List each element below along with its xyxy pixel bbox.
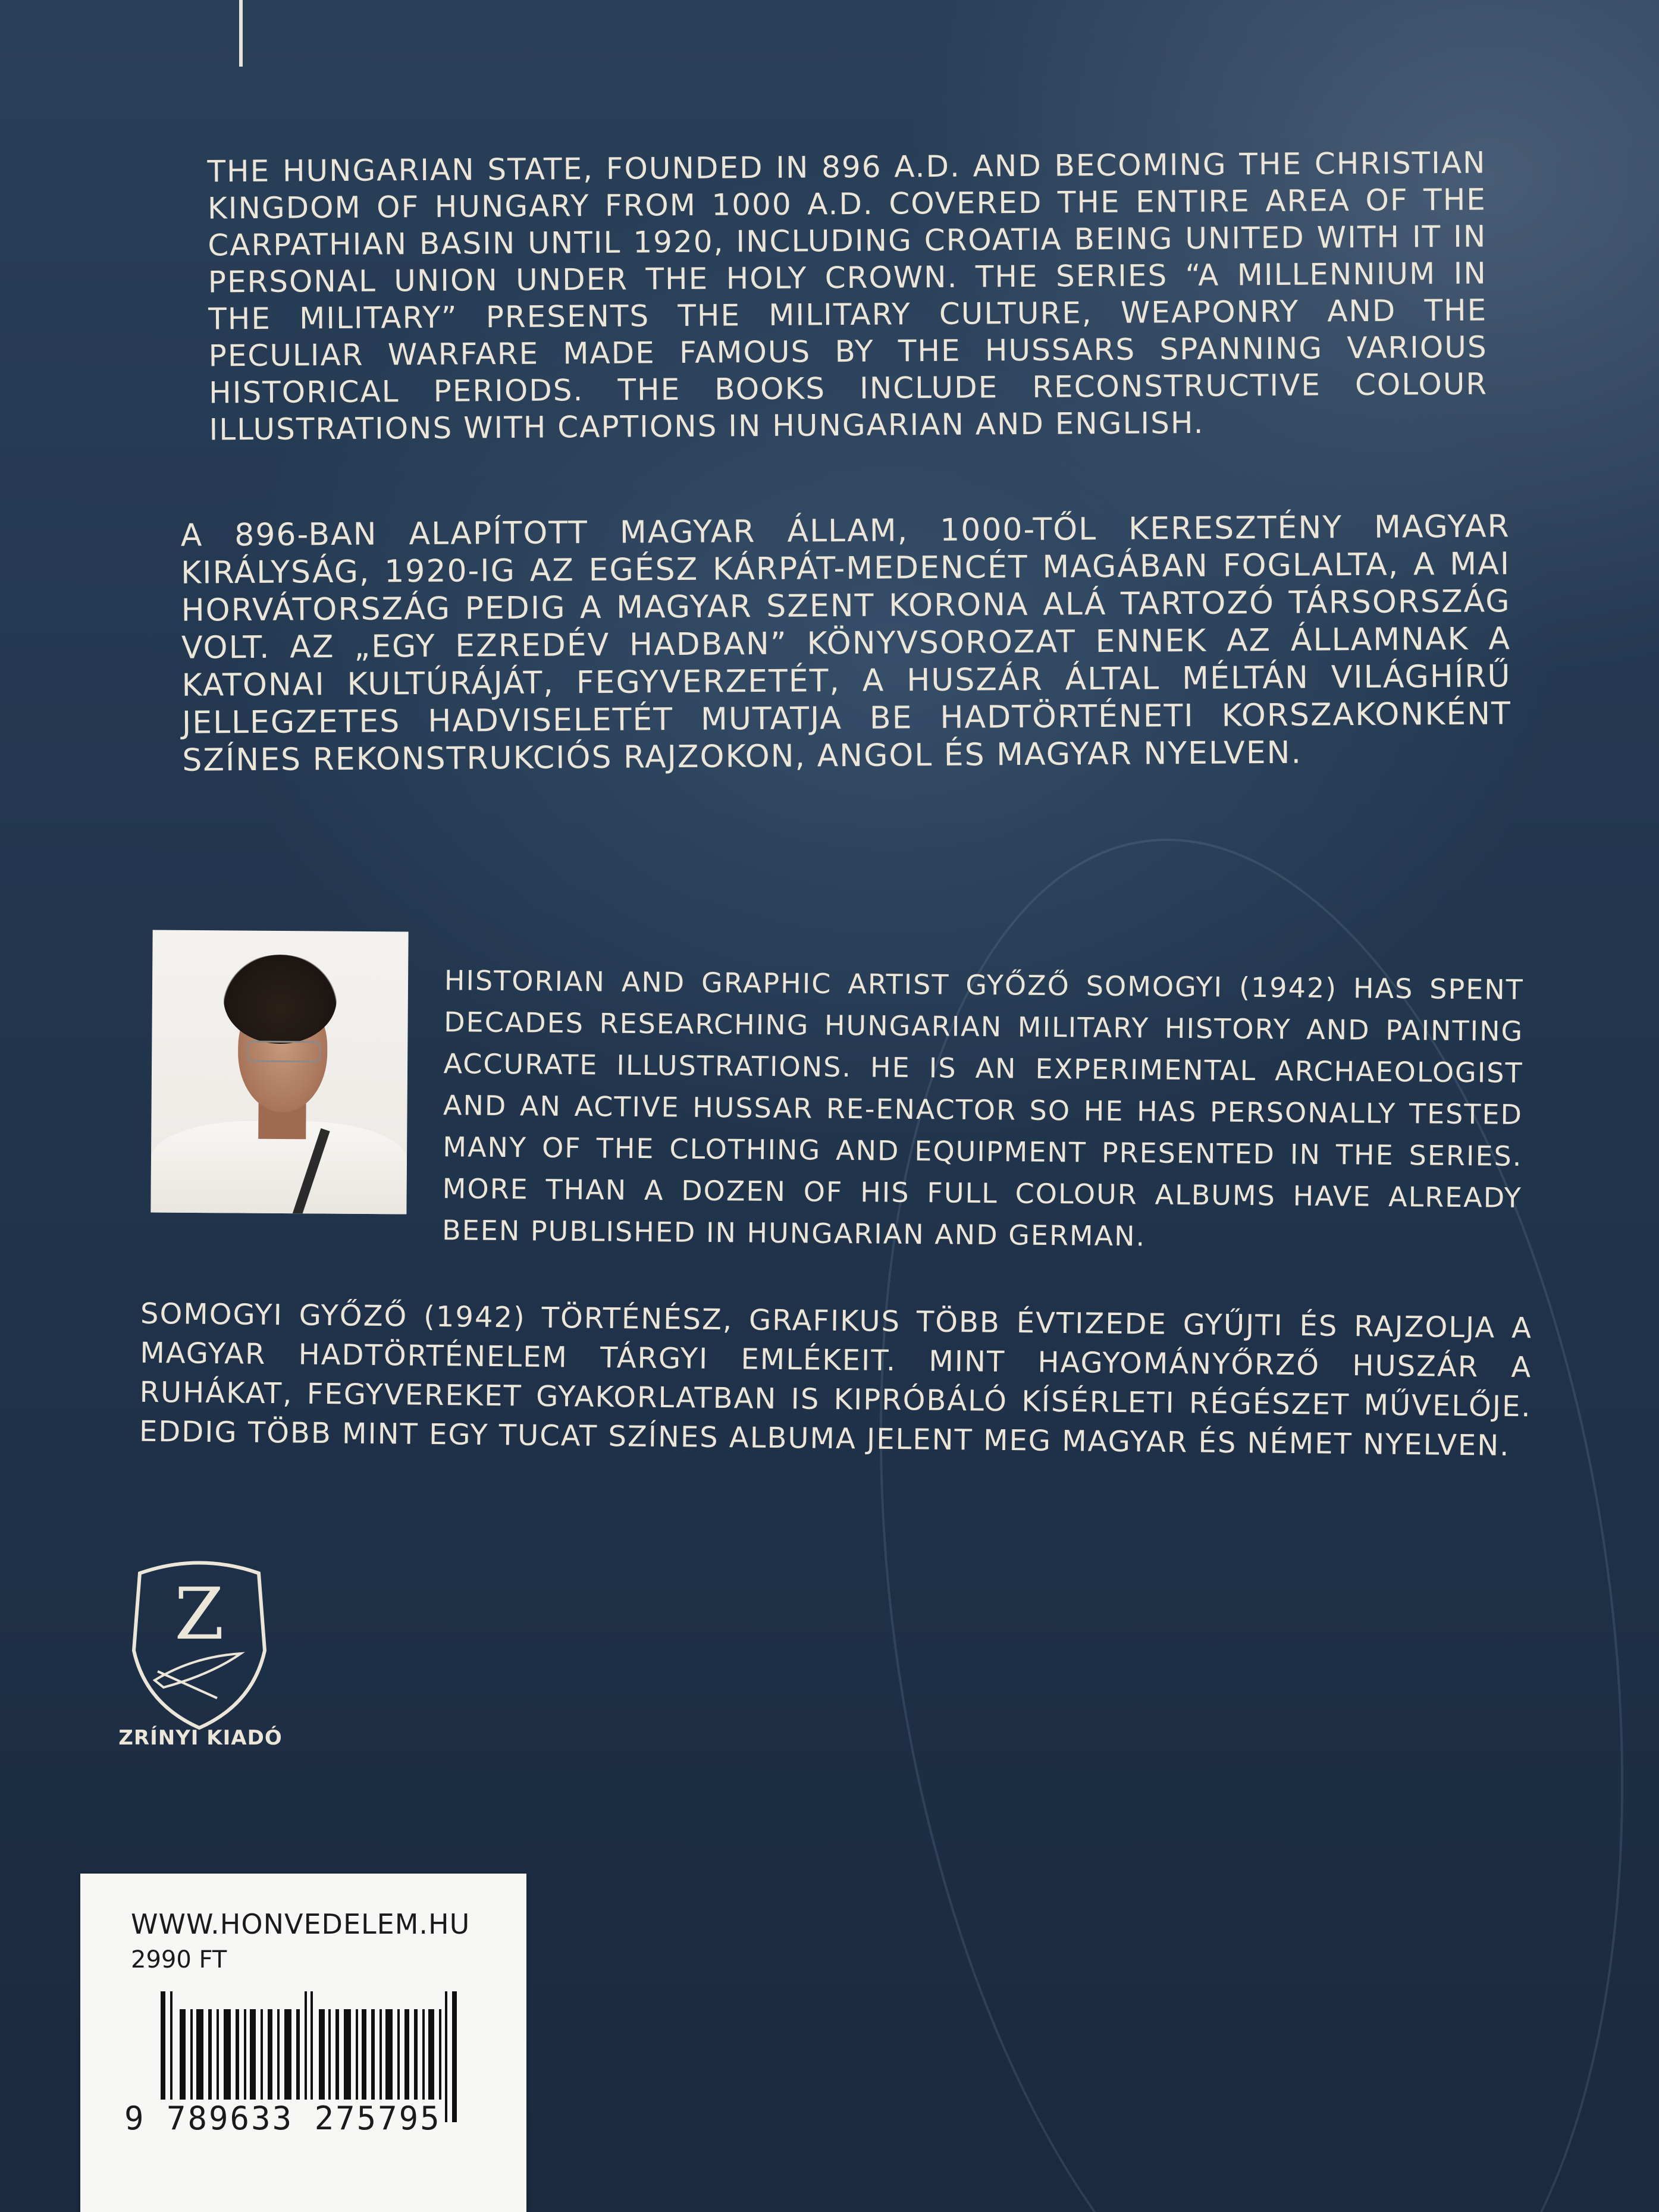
isbn-number: 9 789633 275795 [122,2100,444,2137]
author-photo [150,930,408,1215]
publisher-url: WWW.HONVEDELEM.HU [131,1908,471,1940]
intro-english-paragraph: THE HUNGARIAN STATE, FOUNDED IN 896 A.D. AND BECOMING THE CHRISTIAN KINGDOM OF HUNGARY FROM 1000 A.D. COVERED THE ENTIRE AREA OF THE CARPATHIAN BASIN UNTIL 1920, INCLUDING CROATIA BEING UNITED WITH IT IN PERSONAL UNION UNDER THE HOLY CROWN. THE SERIES “A MILLENNIUM IN THE MILITARY” PRESENTS THE MILITARY CULTURE, WEAPONRY AND THE PECULIAR WARFARE MADE FAMOUS BY THE HUSSARS SPANNING VARIOUS HISTORICAL PERIODS. THE BOOKS INCLUDE RECONSTRUCTIVE COLOUR ILLUSTRATIONS WITH CAPTIONS IN HUNGARIAN AND ENGLISH. [207,145,1488,447]
publisher-logo-letter: Z [174,1573,224,1656]
barcode-sticker [80,1874,526,2212]
barcode [137,1944,565,2122]
publisher-logo [122,1549,277,1734]
author-english-paragraph: HISTORIAN AND GRAPHIC ARTIST GYŐZŐ SOMOGYI (1942) HAS SPENT DECADES RESEARCHING HUNGARIAN MILITARY HISTORY AND PAINTING ACCURATE ILLUSTRATIONS. HE IS AN EXPERIMENTAL ARCHAEOLOGIST AND AN ACTIVE HUSSAR RE-ENACTOR SO HE HAS PERSONALLY TESTED MANY OF THE CLOTHING AND EQUIPMENT PRESENTED IN THE SERIES. MORE THAN A DOZEN OF HIS FULL COLOUR ALBUMS HAVE ALREADY BEEN PUBLISHED IN HUNGARIAN AND GERMAN. [441,964,1525,1253]
intro-hungarian-paragraph: A 896-BAN ALAPÍTOTT MAGYAR ÁLLAM, 1000-TŐL KERESZTÉNY MAGYAR KIRÁLYSÁG, 1920-IG AZ EGÉSZ KÁRPÁT-MEDENCÉT MAGÁBAN FOGLALTA, A MAI HORVÁTORSZÁG PEDIG A MAGYAR SZENT KORONA ALÁ TARTOZÓ TÁRSORSZÁG VOLT. AZ „EGY EZREDÉV HADBAN” KÖNYVSOROZAT ENNEK AZ ÁLLAMNAK A KATONAI KULTÚRÁJÁT, FEGYVERZETÉT, A HUSZÁR ÁLTAL MÉLTÁN VILÁGHÍRŰ JELLEGZETES HADVISELETÉT MUTATJA BE HADTÖRTÉNETI KORSZAKONKÉNT SZÍNES REKONSTRUKCIÓS RAJZOKON, ANGOL ÉS MAGYAR NYELVEN. [180,509,1512,779]
publisher-name: ZRÍNYI KIADÓ [118,1726,283,1750]
price-label: 2990 FT [131,1946,227,1973]
spine-edge [239,0,243,67]
author-hungarian-paragraph: SOMOGYI GYŐZŐ (1942) TÖRTÉNÉSZ, GRAFIKUS TÖBB ÉVTIZEDE GYŰJTI ÉS RAJZOLJA A MAGYAR HADTÖRTÉNELEM TÁRGYI EMLÉKEIT. MINT HAGYOMÁNYŐRZŐ HUSZÁR A RUHÁKAT, FEGYVEREKET GYAKORLATBAN IS KIPRÓBÁLÓ KÍSÉRLETI RÉGÉSZET MŰVELŐJE. EDDIG TÖBB MINT EGY TUCAT SZÍNES ALBUMA JELENT MEG MAGYAR ÉS NÉMET NYELVEN. [139,1297,1533,1463]
